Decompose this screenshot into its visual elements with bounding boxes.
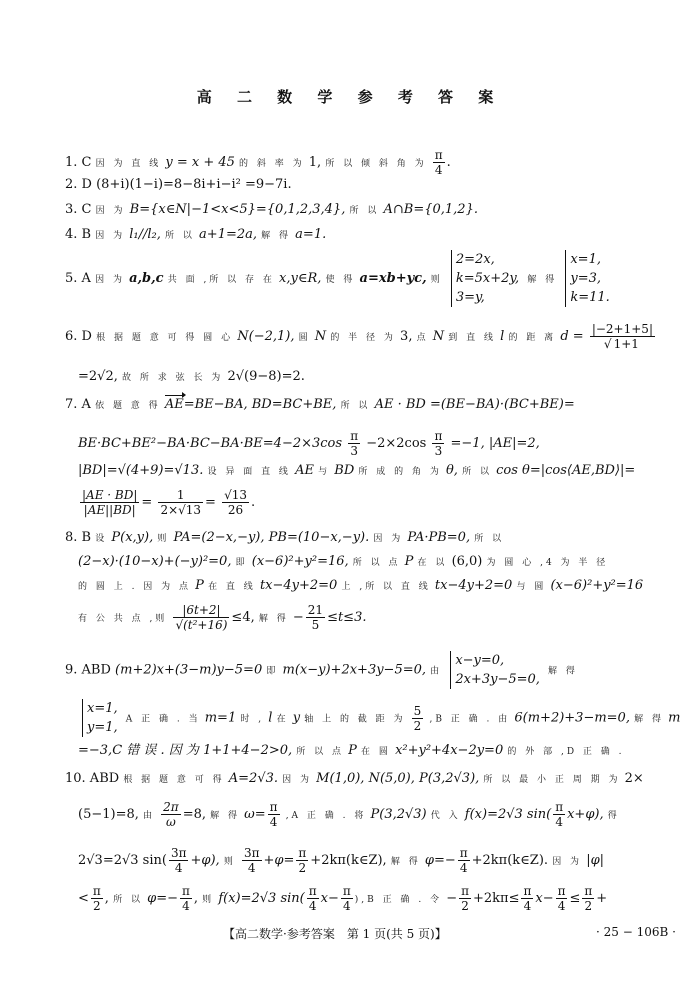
q8-math6: P: [404, 554, 414, 569]
answer-8-line3: [78, 578, 643, 595]
q8-math: P(x,y),: [111, 530, 154, 545]
q10-frac12: $\frac{\pi}{2}$: [461, 884, 469, 913]
q10-math6: P(3,2√3): [370, 807, 427, 822]
answer-1: 1. C 因 为 直 线 y = x + 45 的 斜 率 为 1, 所 以 倾 斜 角 为 $\frac{\pi}{4}$ .: [65, 148, 451, 177]
answer-7-line2: [78, 429, 540, 458]
q7-math2: AE · BD =(BE−BA)·(BC+BE)=: [374, 397, 575, 412]
q7-math6: |BD|=√(4+9)=√13.: [78, 463, 204, 478]
q7-math3: BE·BC+BE²−BA·BC−BA·BE=4−2×3cos: [78, 436, 343, 451]
q8-math8: P: [195, 578, 204, 593]
q5-vectors: a,b,c: [129, 271, 164, 286]
q8-text7: 在 以: [417, 558, 448, 568]
q8-text5: 即: [235, 558, 248, 568]
q8-text4: 所 以: [474, 534, 505, 544]
q8-math5: (x−6)²+y²=16,: [251, 554, 349, 569]
q8-math9: tx−4y+2=0: [259, 578, 338, 593]
q5-system: 2=2x, k=5x+2y, 3=y,: [451, 250, 519, 307]
q8-math11: (x−6)²+y²=16: [550, 578, 644, 593]
q5-text2: 共 面 ,所 以 存 在: [167, 275, 275, 285]
q3-math: B={x∈N|−1<x<5}={0,1,2,3,4},: [129, 202, 346, 217]
footer-page-info: 【高二数学·参考答案 第 1 页(共 5 页)】: [223, 927, 447, 941]
footer-code: · 25 − 106B ·: [596, 925, 676, 939]
q10-frac13: $\frac{\pi}{4}$: [523, 884, 532, 913]
answer-8-line4: 有 公 共 点 ,则 $\frac{|6t+2|}{\text{√(t²+16)}}$ ≤4, 解 得 − $\frac{21}{5}$ ≤t≤3.: [78, 603, 367, 632]
q8-text12: 与 圆: [516, 582, 547, 592]
q9-text11: 所 以 点: [296, 747, 345, 757]
q7-text5: 所 成 的 角 为: [358, 467, 442, 477]
q10-frac3: $\frac{\pi}{4}$: [555, 800, 564, 829]
q6-math4: N: [432, 329, 445, 344]
q7-math8: BD: [334, 463, 355, 478]
q9-math7: m: [668, 710, 681, 726]
q7-math: =BE−BA, BD=BC+BE,: [183, 397, 337, 412]
q9-math10: x²+y²+4x−2y=0: [395, 743, 504, 758]
q10-text13: 则: [202, 895, 215, 905]
answer-6: [65, 322, 657, 351]
answer-2: [65, 177, 292, 193]
q3-text: 因 为: [95, 206, 126, 216]
answer-7-line4: $\frac{|AE \cdot BD|}{|AE||BD|}$ = $\frac{1}{2\times√13}$ = $\frac{√13}{26}$ .: [82, 488, 256, 517]
q8-frac2: $\frac{21}{5}$: [307, 603, 324, 632]
q4-math2: a+1=2a,: [199, 227, 258, 242]
q2-math: (8+i)(1−i)=8−8i+i−i² =9−7i.: [96, 177, 292, 192]
q10-frac11: $\frac{\pi}{4}$: [342, 884, 351, 913]
q10-text: 根 据 题 意 可 得: [123, 775, 225, 785]
q5-text4: 则: [430, 275, 443, 285]
q10-math3: 2×: [624, 771, 644, 786]
q6-text5: 到 直 线: [448, 333, 496, 343]
q9-math9: P: [348, 743, 357, 758]
q5-text: 因 为: [95, 275, 125, 285]
q7-frac5: $\frac{√13}{26}$: [224, 488, 247, 517]
q4-text: 因 为: [95, 231, 126, 241]
q7-math7: AE: [295, 463, 314, 478]
q2-number: 2. D: [65, 177, 92, 192]
answer-9: [65, 651, 578, 689]
q4-text3: 解 得: [261, 231, 292, 241]
q10-math7: f(x)=2√3 sin(: [464, 807, 552, 822]
q10-frac5: $\frac{3\pi}{4}$: [243, 846, 260, 875]
answer-9-line3: [78, 743, 624, 760]
q7-math4: −2×2cos: [366, 436, 427, 451]
q4-math3: a=1.: [295, 227, 327, 242]
q9-math2: m(x−y)+2x+3y−5=0,: [282, 662, 427, 678]
answer-10-line2: (5−1)=8, 由 $\frac{2\pi}{\omega}$ =8, 解 得 ω= $\frac{\pi}{4}$ ,A 正 确 . 将 P(3,2√3) 代 入 f(x)=2√3 sin( $\frac{\pi}{4}$ x+φ), 得: [78, 800, 620, 829]
q1-number: 1. C: [65, 155, 92, 170]
q10-text11: 因 为: [552, 857, 583, 867]
answer-7: [65, 397, 575, 414]
q8-math10: tx−4y+2=0: [434, 578, 513, 593]
q9-math8: 1+1+4−2>0,: [203, 743, 293, 758]
q1-fraction: $\frac{\pi}{4}$: [434, 148, 443, 177]
q9-solution: x=1, y=1,: [82, 699, 118, 737]
q8-text14: 解 得: [258, 614, 289, 624]
q6-math7: =2√2,: [78, 369, 118, 384]
q10-text8: 得: [607, 811, 620, 821]
answer-10-line3: 2√3=2√3 sin( $\frac{3\pi}{4}$ +φ), 则 $\frac{3\pi}{4}$ +φ= $\frac{\pi}{2}$ +2kπ(k∈Z), 解 得 φ=− $\frac{\pi}{4}$ +2kπ(k∈Z). 因 为 |φ|: [78, 846, 605, 875]
q5-text3: 使 得: [325, 275, 356, 285]
q6-math2: N: [314, 329, 327, 344]
q9-text3: 解 得: [548, 666, 578, 677]
q8-math3: PA·PB=0,: [407, 530, 471, 545]
q1-text3: 所 以 倾 斜 角 为: [325, 159, 427, 169]
answer-7-line3: [78, 463, 635, 480]
q9-text4: A 正 确 . 当: [125, 714, 201, 725]
q10-text4: 由: [143, 811, 156, 821]
q8-text6: 所 以 点: [352, 558, 401, 568]
q9-text9: 解 得: [634, 714, 664, 725]
q10-number: 10. ABD: [65, 771, 120, 786]
q9-text7: 轴 上 的 截 距 为: [304, 714, 406, 725]
answer-3: [65, 202, 478, 219]
q9-text6: 在: [276, 714, 289, 725]
q10-frac9: $\frac{\pi}{4}$: [181, 884, 190, 913]
page-title: 高 二 数 学 参 考 答 案: [196, 88, 504, 106]
q7-math5: =−1, |AE|=2,: [450, 436, 540, 451]
q8-text8: 为 圆 心 ,4 为 半 径: [486, 558, 609, 568]
q7-text6: 所 以: [462, 467, 492, 477]
q1-math: y = x + 45: [165, 155, 235, 170]
answer-5: [65, 250, 614, 307]
q6-math8: 2√(9−8)=2.: [227, 369, 305, 384]
q7-frac3: $\frac{|AE \cdot BD|}{|AE||BD|}$: [82, 488, 138, 517]
q5-number: 5. A: [65, 271, 91, 286]
q7-vector: AE: [164, 397, 184, 412]
q6-fraction: $\frac{|-2+1+5|}{√ 1+1}$: [591, 322, 653, 351]
q9-text12: 在 圆: [361, 747, 391, 757]
q1-text: 因 为 直 线: [95, 159, 162, 169]
q10-frac8: $\frac{\pi}{2}$: [92, 884, 101, 913]
q6-text6: 的 距 离: [508, 333, 557, 343]
q6-text3: 的 半 径 为: [330, 333, 396, 343]
q4-number: 4. B: [65, 227, 92, 242]
q9-system: x−y=0, 2x+3y−5=0,: [450, 651, 540, 689]
q6-text: 根 据 题 意 可 得 圆 心: [96, 333, 234, 343]
q5-solution: x=1, y=3, k=11.: [565, 250, 609, 307]
q8-text: 设: [95, 534, 108, 544]
q7-text3: 设 异 面 直 线: [207, 467, 291, 477]
q10-frac6: $\frac{\pi}{2}$: [298, 846, 307, 875]
answer-6-cont: [78, 369, 305, 386]
q10-text7: 代 入: [430, 811, 461, 821]
q9-text5: 时 ,: [240, 714, 265, 725]
answer-4: [65, 227, 326, 244]
q8-math4: (2−x)·(10−x)+(−y)²=0,: [78, 554, 232, 569]
q7-number: 7. A: [65, 397, 91, 412]
q8-number: 8. B: [65, 530, 92, 545]
q10-math2: M(1,0), N(5,0), P(3,2√3),: [316, 771, 480, 786]
q9-math6: 6(m+2)+3−m=0,: [514, 710, 630, 726]
q10-frac2: $\frac{\pi}{4}$: [269, 800, 278, 829]
q6-text2: 圆: [298, 333, 311, 343]
q5-text5: 解 得: [527, 275, 558, 285]
q9-math5: y: [292, 710, 301, 726]
q6-math: N(−2,1),: [237, 329, 295, 344]
q7-frac4: $\frac{1}{2\times√13}$: [160, 488, 202, 517]
q8-text9: 的 圆 上 . 因 为 点: [78, 582, 192, 592]
q1-text2: 的 斜 率 为: [239, 159, 305, 169]
q10-frac4: $\frac{3\pi}{4}$: [170, 846, 187, 875]
q9-text8: ,B 正 确 . 由: [429, 714, 511, 725]
q8-frac1: $\frac{|6t+2|}{\text{√(t²+16)}}$: [175, 603, 228, 632]
q10-math4: (5−1)=8,: [78, 807, 139, 822]
q10-text12: 所 以: [113, 895, 143, 905]
q6-math6: d =: [560, 329, 584, 344]
q8-text13: 有 公 共 点 ,则: [78, 614, 168, 624]
q1-math2: 1,: [308, 155, 322, 170]
q8-math7: (6,0): [451, 554, 483, 569]
q10-frac14: $\frac{\pi}{4}$: [557, 884, 566, 913]
q7-text2: 所 以: [340, 401, 371, 411]
q6-math3: 3,: [400, 329, 413, 344]
q7-math9: θ,: [445, 463, 458, 478]
q9-math3: m=1: [204, 710, 237, 726]
q10-math5: ω=: [244, 807, 266, 822]
q9-text2: 由: [430, 666, 443, 677]
q8-text10: 在 直 线: [208, 582, 256, 592]
answer-8: [65, 530, 504, 547]
q7-frac2: $\frac{\pi}{3}$: [434, 429, 443, 458]
q9-text13: 的 外 部 ,D 正 确 .: [507, 747, 625, 757]
q7-text4: 与: [318, 467, 331, 477]
q10-frac10: $\frac{\pi}{4}$: [308, 884, 317, 913]
q8-text2: 则: [157, 534, 170, 544]
q6-text7: 故 所 求 弦 长 为: [122, 373, 224, 383]
q10-frac7: $\frac{\pi}{4}$: [459, 846, 468, 875]
q5-math2: a=xb+yc,: [359, 271, 427, 286]
q4-math: l₁//l₂,: [129, 227, 161, 242]
answer-10-line4: < $\frac{\pi}{2}$ , 所 以 φ=− $\frac{\pi}{4}$ , 则 f(x)=2√3 sin( $\frac{\pi}{4}$ x− $\frac{\pi}{4}$ ),B 正 确 . 令 − $\frac{\pi}{2}$ +2kπ≤ $\frac{\pi}{4}$ x− $\frac{\pi}{4}$ ≤ $\frac{\pi}{2}$ +: [78, 884, 608, 913]
q4-text2: 所 以: [165, 231, 195, 241]
q6-number: 6. D: [65, 329, 92, 344]
q9-text10: =−3,C 错 误 . 因 为: [78, 743, 199, 758]
answer-10: [65, 771, 644, 788]
q5-math: x,y∈R,: [279, 271, 322, 286]
q8-text3: 因 为: [373, 534, 404, 544]
q10-text10: 解 得: [390, 857, 421, 867]
answer-8-line2: [78, 554, 608, 571]
q10-math8: 2√3=2√3 sin(: [78, 853, 167, 868]
q10-text3: 所 以 最 小 正 周 期 为: [483, 775, 621, 785]
q3-number: 3. C: [65, 202, 92, 217]
q8-text11: 上 ,所 以 直 线: [341, 582, 431, 592]
q8-math2: PA=(2−x,−y), PB=(10−x,−y).: [173, 530, 370, 545]
q9-math: (m+2)x+(3−m)y−5=0: [115, 662, 263, 678]
q6-math5: l: [500, 329, 505, 344]
q3-text2: 所 以: [349, 206, 380, 216]
q10-math: A=2√3.: [228, 771, 279, 786]
q9-frac: $\frac{5}{2}$: [413, 703, 422, 733]
q9-number: 9. ABD: [65, 662, 111, 678]
answer-9-line2: [78, 699, 680, 737]
q10-text9: 则: [223, 857, 236, 867]
q3-math2: A∩B={0,1,2}.: [383, 202, 478, 217]
q7-frac1: $\frac{\pi}{3}$: [350, 429, 359, 458]
q10-text2: 因 为: [282, 775, 313, 785]
q7-text: 依 题 意 得: [95, 401, 161, 411]
q10-frac1: $\frac{2\pi}{\omega}$: [163, 800, 179, 829]
q9-math4: l: [268, 710, 273, 726]
q10-text6: ,A 正 确 . 将: [285, 811, 367, 821]
q10-frac15: $\frac{\pi}{2}$: [584, 884, 593, 913]
q7-math10: cos θ=|cos⟨AE,BD⟩|=: [496, 463, 636, 478]
q6-text4: 点: [416, 333, 429, 343]
q9-text: 即: [266, 666, 279, 677]
q10-text5: 解 得: [210, 811, 241, 821]
